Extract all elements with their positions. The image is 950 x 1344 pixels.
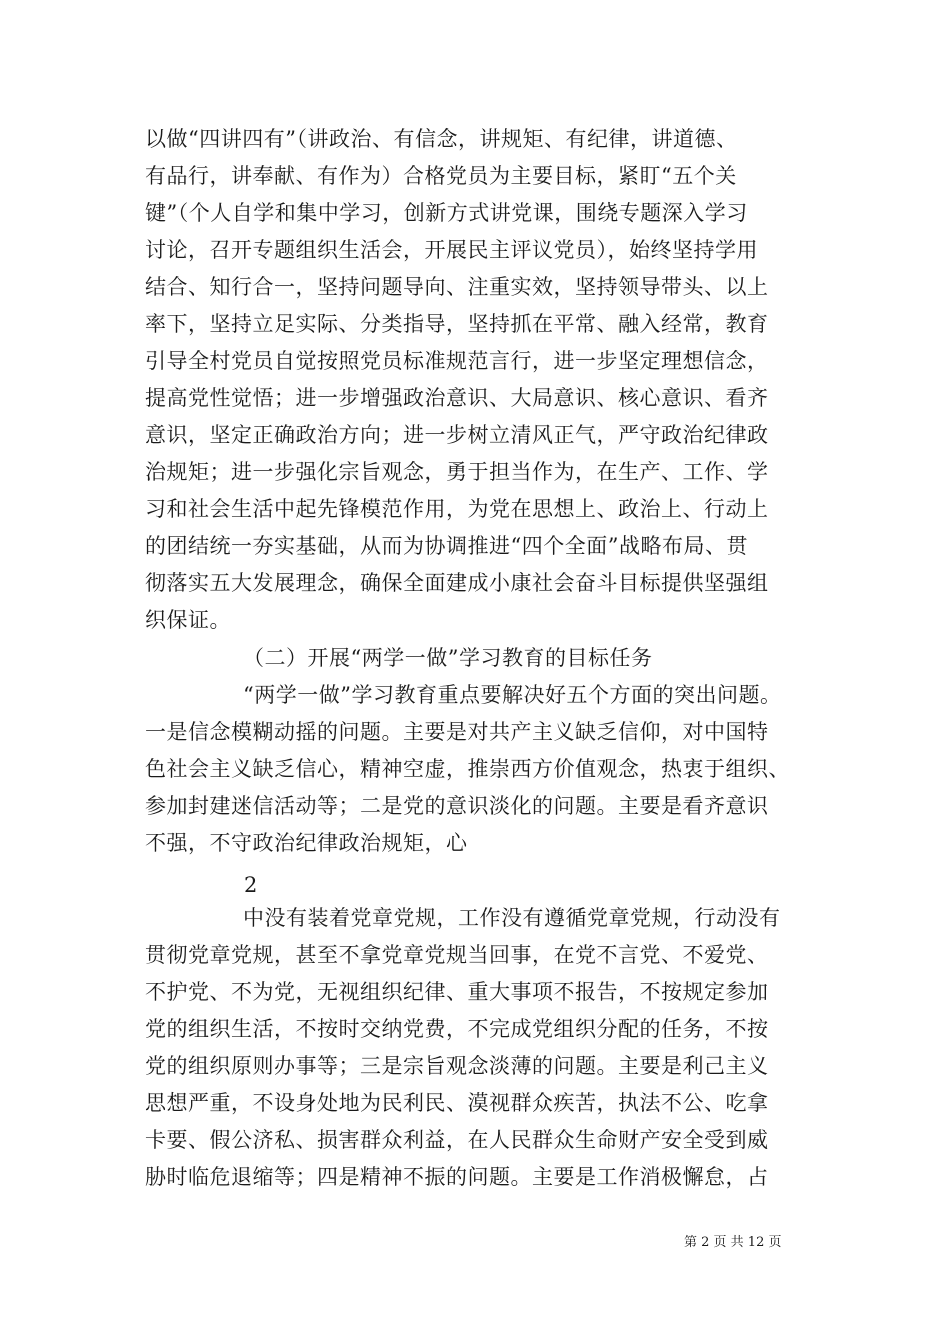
page-marker: 2	[244, 873, 258, 897]
text-line: “两学一做”学习教育重点要解决好五个方面的突出问题。	[243, 683, 782, 707]
text-line: 贯彻党章党规，甚至不拿党章党规当回事，在党不言党、不爱党、	[145, 943, 769, 967]
text-line: 意识，坚定正确政治方向；进一步树立清风正气，严守政治纪律政	[145, 423, 769, 447]
text-line: 引导全村党员自觉按照党员标准规范言行，进一步坚定理想信念，	[145, 349, 769, 373]
text-line: 提高党性觉悟；进一步增强政治意识、大局意识、核心意识、看齐	[145, 386, 769, 410]
text-line: 中没有装着党章党规，工作没有遵循党章党规，行动没有	[243, 906, 781, 930]
text-line: 织保证。	[145, 608, 231, 632]
text-line: 卡要、假公济私、损害群众利益，在人民群众生命财产安全受到威	[145, 1128, 769, 1152]
text-line: 有品行，讲奉献、有作为）合格党员为主要目标，紧盯“五个关	[145, 164, 737, 188]
text-line: 不强，不守政治纪律政治规矩，心	[145, 831, 468, 855]
text-line: 的团结统一夯实基础，从而为协调推进“四个全面”战略布局、贯	[145, 534, 748, 558]
text-line: 键”（个人自学和集中学习，创新方式讲党课，围绕专题深入学习	[145, 201, 748, 225]
text-line: 治规矩；进一步强化宗旨观念，勇于担当作为，在生产、工作、学	[145, 460, 769, 484]
text-line: 思想严重，不设身处地为民利民、漠视群众疾苦，执法不公、吃拿	[145, 1091, 769, 1115]
text-line: 一是信念模糊动摇的问题。主要是对共产主义缺乏信仰，对中国特	[145, 720, 769, 744]
text-line: 参加封建迷信活动等；二是党的意识淡化的问题。主要是看齐意识	[145, 794, 769, 818]
text-line: 党的组织原则办事等；三是宗旨观念淡薄的问题。主要是利己主义	[145, 1054, 769, 1078]
text-line: 讨论，召开专题组织生活会，开展民主评议党员），始终坚持学用	[145, 238, 758, 262]
text-line: 习和社会生活中起先锋模范作用，为党在思想上、政治上、行动上	[145, 497, 769, 521]
text-line: 不护党、不为党，无视组织纪律、重大事项不报告，不按规定参加	[145, 980, 769, 1004]
text-line: 彻落实五大发展理念，确保全面建成小康社会奋斗目标提供坚强组	[145, 571, 769, 595]
text-line: 结合、知行合一，坚持问题导向、注重实效，坚持领导带头、以上	[145, 275, 769, 299]
text-line: 色社会主义缺乏信心，精神空虚，推崇西方价值观念，热衷于组织、	[145, 757, 790, 781]
text-line: 以做“四讲四有”（讲政治、有信念，讲规矩、有纪律，讲道德、	[145, 127, 738, 151]
text-line: 胁时临危退缩等；四是精神不振的问题。主要是工作消极懈怠，占	[145, 1165, 769, 1189]
page-footer: 第 2 页 共 12 页	[684, 1235, 782, 1250]
text-line: 率下，坚持立足实际、分类指导，坚持抓在平常、融入经常，教育	[145, 312, 769, 336]
text-line: 党的组织生活，不按时交纳党费，不完成党组织分配的任务，不按	[145, 1017, 769, 1041]
section-heading: （二）开展“两学一做”学习教育的目标任务	[243, 646, 653, 670]
